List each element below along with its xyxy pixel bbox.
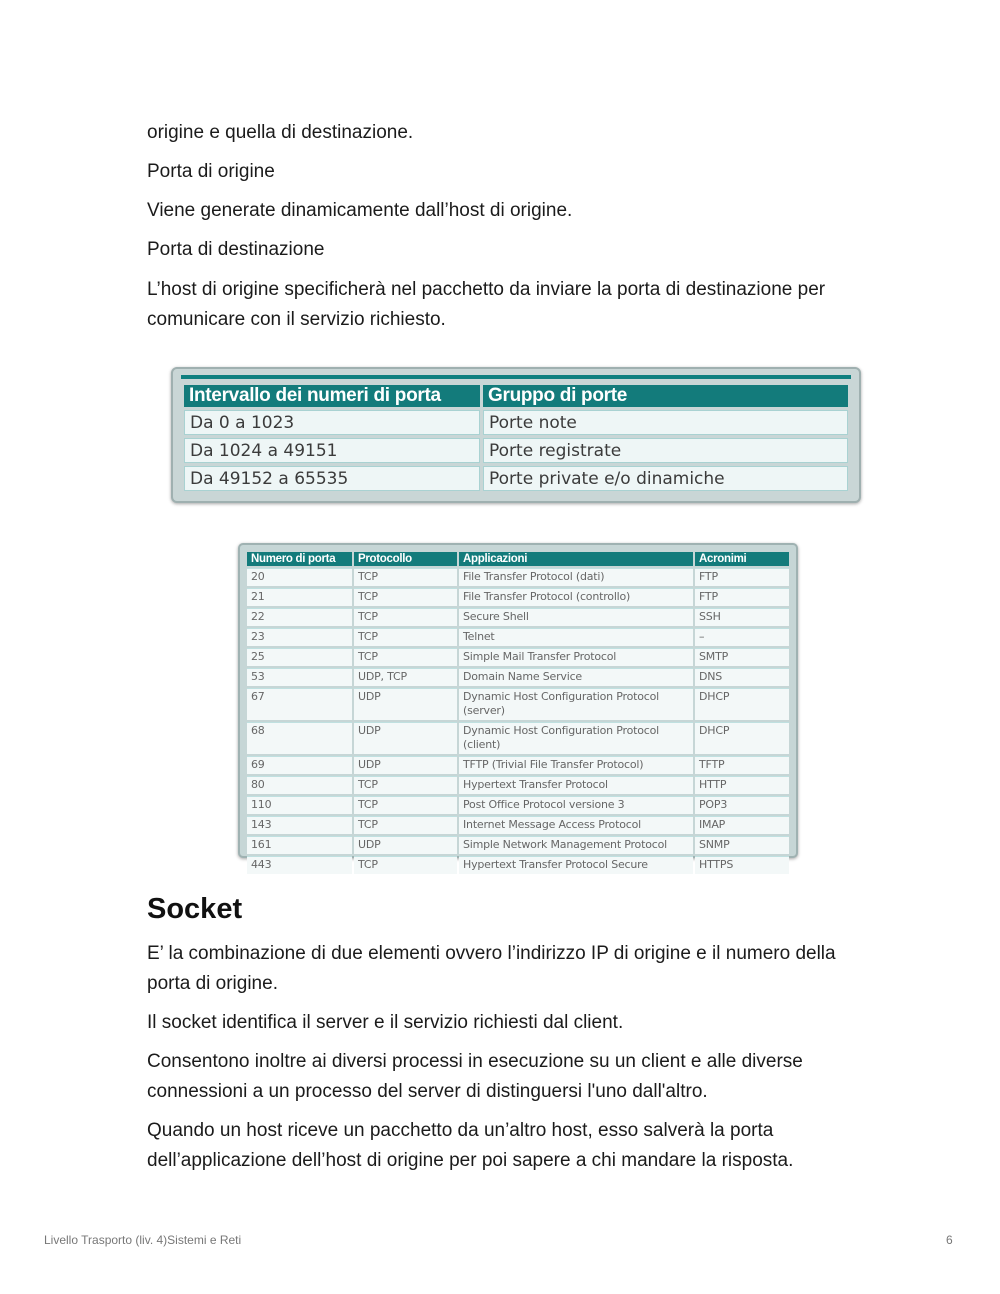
table-cell: Simple Mail Transfer Protocol [459, 648, 693, 666]
port-ranges-table [181, 382, 851, 494]
paragraph: L’host di origine specificherà nel pacchetto da inviare la porta di destinazione per comunicare con il servizio richiesto. [147, 279, 826, 330]
table-row [247, 722, 789, 754]
table-row [247, 688, 789, 720]
table-cell: TCP [354, 796, 457, 814]
paragraph: Consentono inoltre ai diversi processi in esecuzione su un client e alle diverse connessioni a un processo del server di distinguersi l'uno dall'altro. [147, 1051, 803, 1102]
column-header: Numero di porta [247, 552, 352, 566]
table-cell: – [695, 628, 789, 646]
table-cell: TFTP [695, 756, 789, 774]
paragraph: Viene generate dinamicamente dall’host di origine. [147, 200, 573, 221]
table-cell: Telnet [459, 628, 693, 646]
table-row [247, 776, 789, 794]
table-row [184, 466, 848, 491]
table-cell: Internet Message Access Protocol [459, 816, 693, 834]
paragraph: E’ la combinazione di due elementi ovvero l’indirizzo IP di origine e il numero della porta di origine. [147, 943, 836, 994]
section-heading: Socket [147, 893, 243, 925]
table-cell: Da 1024 a 49151 [184, 438, 480, 463]
table-cell: 110 [247, 796, 352, 814]
well-known-ports-table [245, 550, 791, 876]
table-header-row [247, 552, 789, 566]
column-header: Gruppo di porte [483, 385, 848, 407]
table-row [247, 648, 789, 666]
table-cell: 161 [247, 836, 352, 854]
table-row [184, 410, 848, 435]
table-header-row [184, 385, 848, 407]
paragraph: Porta di origine [147, 161, 275, 182]
table-cell: Dynamic Host Configuration Protocol (client) [459, 722, 693, 754]
table-cell: Dynamic Host Configuration Protocol (server) [459, 688, 693, 720]
port-ranges-table-image [171, 367, 861, 503]
page-number: 6 [946, 1233, 953, 1247]
table-cell: 68 [247, 722, 352, 754]
column-header: Applicazioni [459, 552, 693, 566]
table-row [247, 588, 789, 606]
table-cell: 53 [247, 668, 352, 686]
table-row [247, 756, 789, 774]
table-row [247, 836, 789, 854]
table-cell: Secure Shell [459, 608, 693, 626]
table-cell: TCP [354, 856, 457, 874]
table-cell: Da 0 a 1023 [184, 410, 480, 435]
table-cell: UDP [354, 722, 457, 754]
table-cell: Porte note [483, 410, 848, 435]
table-row [247, 856, 789, 874]
table-cell: Da 49152 a 65535 [184, 466, 480, 491]
paragraph: origine e quella di destinazione. [147, 122, 414, 143]
table-cell: UDP, TCP [354, 668, 457, 686]
table-cell: SMTP [695, 648, 789, 666]
table-cell: Simple Network Management Protocol [459, 836, 693, 854]
table-cell: IMAP [695, 816, 789, 834]
table-cell: TCP [354, 608, 457, 626]
table-cell: FTP [695, 588, 789, 606]
table-cell: 22 [247, 608, 352, 626]
table-cell: Domain Name Service [459, 668, 693, 686]
table-cell: 80 [247, 776, 352, 794]
table-cell: Post Office Protocol versione 3 [459, 796, 693, 814]
table-row [247, 568, 789, 586]
table-cell: FTP [695, 568, 789, 586]
table-body [247, 568, 789, 874]
well-known-ports-table-image [238, 543, 798, 871]
table-cell: 69 [247, 756, 352, 774]
paragraph: Quando un host riceve un pacchetto da un’altro host, esso salverà la porta dell’applicazione dell’host di origine per poi sapere a chi mandare la risposta. [147, 1120, 794, 1171]
table-cell: Hypertext Transfer Protocol Secure [459, 856, 693, 874]
table-cell: UDP [354, 756, 457, 774]
table-cell: Porte private e/o dinamiche [483, 466, 848, 491]
table-cell: Porte registrate [483, 438, 848, 463]
table-cell: TCP [354, 648, 457, 666]
table-cell: TCP [354, 816, 457, 834]
column-header: Protocollo [354, 552, 457, 566]
column-header: Acronimi [695, 552, 789, 566]
table-cell: HTTP [695, 776, 789, 794]
table-row [247, 668, 789, 686]
table-cell: TFTP (Trivial File Transfer Protocol) [459, 756, 693, 774]
table-cell: 20 [247, 568, 352, 586]
table-row [247, 816, 789, 834]
table-row [247, 608, 789, 626]
table-row [184, 438, 848, 463]
table-row [247, 628, 789, 646]
column-header: Intervallo dei numeri di porta [184, 385, 480, 407]
table-cell: 21 [247, 588, 352, 606]
table-cell: 443 [247, 856, 352, 874]
table-cell: 67 [247, 688, 352, 720]
table-cell: TCP [354, 628, 457, 646]
footer-title: Livello Trasporto (liv. 4)Sistemi e Reti [44, 1233, 242, 1247]
table-cell: 25 [247, 648, 352, 666]
table-cell: Hypertext Transfer Protocol [459, 776, 693, 794]
table-top-rule [181, 375, 851, 379]
table-cell: POP3 [695, 796, 789, 814]
table-row [247, 796, 789, 814]
table-cell: 23 [247, 628, 352, 646]
table-cell: DNS [695, 668, 789, 686]
table-cell: HTTPS [695, 856, 789, 874]
table-cell: UDP [354, 688, 457, 720]
table-cell: DHCP [695, 722, 789, 754]
table-cell: TCP [354, 588, 457, 606]
table-cell: DHCP [695, 688, 789, 720]
table-cell: 143 [247, 816, 352, 834]
table-cell: TCP [354, 776, 457, 794]
paragraph: Porta di destinazione [147, 239, 325, 260]
table-cell: File Transfer Protocol (controllo) [459, 588, 693, 606]
table-cell: TCP [354, 568, 457, 586]
table-cell: SNMP [695, 836, 789, 854]
paragraph: Il socket identifica il server e il servizio richiesti dal client. [147, 1012, 624, 1033]
table-cell: SSH [695, 608, 789, 626]
table-cell: File Transfer Protocol (dati) [459, 568, 693, 586]
table-cell: UDP [354, 836, 457, 854]
